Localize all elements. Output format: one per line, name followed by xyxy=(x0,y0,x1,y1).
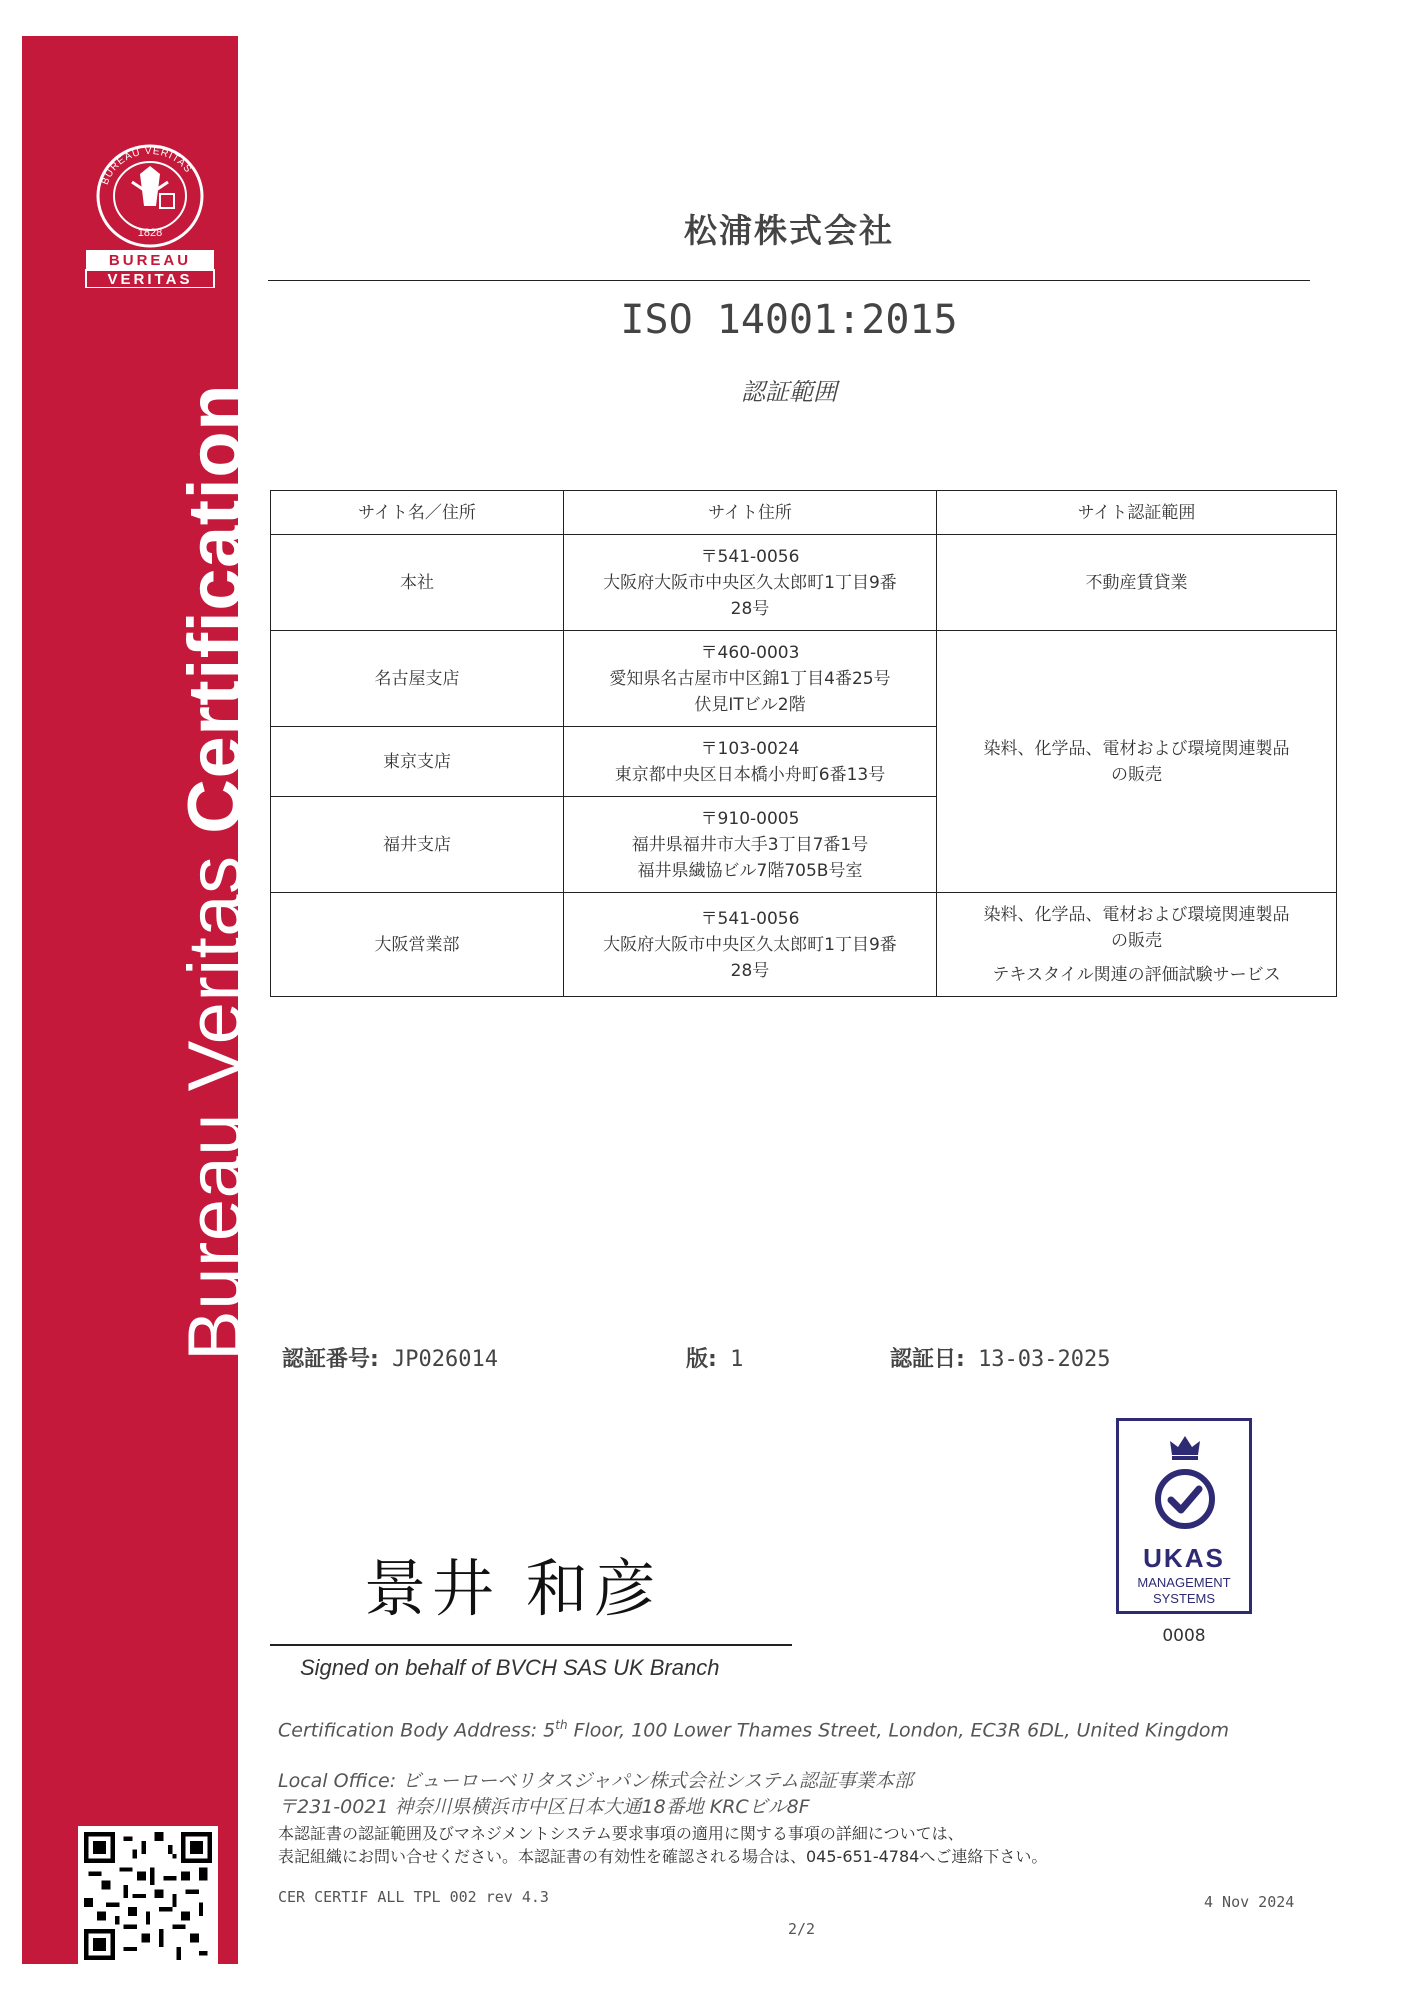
address-line: 東京都中央区日本橋小舟町6番13号 xyxy=(614,764,886,785)
certificate-number-label: 認証番号: xyxy=(282,1347,379,1372)
table-row xyxy=(271,631,1337,727)
address-line: 福井県福井市大手3丁目7番1号 xyxy=(631,834,869,855)
certificate-number xyxy=(282,1342,498,1373)
sidebar-title-bold: Certification xyxy=(173,383,258,834)
postal-code: 〒541-0056 xyxy=(700,546,800,567)
svg-text:1828: 1828 xyxy=(137,227,163,239)
scope-line: の販売 xyxy=(1111,930,1162,951)
postal-code: 〒460-0003 xyxy=(700,642,800,663)
address-line: 28号 xyxy=(730,598,770,619)
site-name: 福井支店 xyxy=(271,797,564,893)
column-header: サイト名／住所 xyxy=(271,491,564,535)
scope-title: 認証範囲 xyxy=(741,378,837,406)
column-header: サイト認証範囲 xyxy=(937,491,1337,535)
address-line: 大阪府大阪市中央区久太郎町1丁目9番 xyxy=(603,934,897,955)
iso-standard: ISO 14001:2015 xyxy=(620,297,958,343)
certification-body-address xyxy=(278,1718,1229,1741)
certificate-version xyxy=(686,1342,743,1373)
site-name: 本社 xyxy=(271,535,564,631)
certificate-date-label: 認証日: xyxy=(890,1347,965,1372)
bureau-veritas-seal-logo xyxy=(84,144,216,288)
postal-code: 〒103-0024 xyxy=(700,738,800,759)
column-header: サイト住所 xyxy=(564,491,937,535)
site-address xyxy=(564,893,937,997)
page-number: 2/2 xyxy=(788,1920,816,1938)
template-reference: CER CERTIF ALL TPL 002 rev 4.3 xyxy=(278,1888,549,1906)
sidebar-title xyxy=(172,384,259,1361)
site-name: 大阪営業部 xyxy=(271,893,564,997)
certification-body-address-sup: th xyxy=(555,1718,568,1732)
certificate-version-label: 版: xyxy=(686,1347,717,1372)
scope-line: テキスタイル関連の評価試験サービス xyxy=(992,964,1281,985)
ukas-number: 0008 xyxy=(1162,1626,1206,1646)
certificate-number-value: JP026014 xyxy=(392,1347,499,1372)
site-name: 名古屋支店 xyxy=(271,631,564,727)
validity-notice xyxy=(278,1822,1047,1868)
site-address xyxy=(564,727,937,797)
site-address xyxy=(564,535,937,631)
certification-body-address-prefix: Certification Body Address: 5 xyxy=(278,1719,556,1742)
handwritten-signature xyxy=(364,1540,704,1630)
company-name: 松浦株式会社 xyxy=(684,211,894,250)
certification-body-address-rest: Floor, 100 Lower Thames Street, London, EC3R 6DL, United Kingdom xyxy=(567,1719,1229,1742)
address-line: 愛知県名古屋市中区錦1丁目4番25号 xyxy=(609,668,891,689)
header-divider xyxy=(268,280,1310,281)
site-name: 東京支店 xyxy=(271,727,564,797)
sites-table xyxy=(270,490,1337,997)
scope-line: 染料、化学品、電材および環境関連製品 xyxy=(983,738,1290,759)
qr-code xyxy=(78,1826,218,1966)
signed-on-behalf: Signed on behalf of BVCH SAS UK Branch xyxy=(300,1655,720,1680)
site-scope xyxy=(937,535,1337,631)
table-row xyxy=(271,893,1337,997)
svg-text:VERITAS: VERITAS xyxy=(107,271,193,288)
crown-icon xyxy=(1169,1433,1201,1461)
ukas-accreditation-mark xyxy=(1116,1418,1252,1614)
site-address xyxy=(564,797,937,893)
validity-notice-line-2: 表記組織にお問い合せください。本認証書の有効性を確認される場合は、045-651-4784へご連絡下さい。 xyxy=(278,1847,1048,1866)
table-header-row xyxy=(271,491,1337,535)
address-line: 福井県繊協ビル7階705B号室 xyxy=(637,860,863,881)
postal-code: 〒541-0056 xyxy=(700,908,800,929)
footer-date: 4 Nov 2024 xyxy=(1204,1893,1295,1911)
ukas-line-1: MANAGEMENT xyxy=(1137,1575,1231,1590)
svg-text:BUREAU VERITAS: BUREAU VERITAS xyxy=(99,145,194,187)
scope-line: 不動産賃貸業 xyxy=(1085,572,1188,593)
validity-notice-line-1: 本認証書の認証範囲及びマネジメントシステム要求事項の適用に関する事項の詳細については、 xyxy=(278,1824,964,1843)
brand-sidebar xyxy=(22,36,258,1964)
svg-text:景井 和彦: 景井 和彦 xyxy=(364,1552,662,1625)
certificate-version-value: 1 xyxy=(730,1347,744,1372)
site-scope-merged xyxy=(937,631,1337,893)
address-line: 28号 xyxy=(730,960,770,981)
address-line: 大阪府大阪市中央区久太郎町1丁目9番 xyxy=(603,572,897,593)
address-line: 伏見ITビル2階 xyxy=(694,694,806,715)
sidebar-title-light: Bureau Veritas xyxy=(173,833,258,1361)
svg-text:BUREAU: BUREAU xyxy=(108,252,192,269)
postal-code: 〒910-0005 xyxy=(700,808,800,829)
certificate-date xyxy=(890,1342,1111,1373)
ukas-wordmark: UKAS xyxy=(1143,1543,1225,1573)
site-scope xyxy=(937,893,1337,997)
scope-line: 染料、化学品、電材および環境関連製品 xyxy=(983,904,1290,925)
check-circle-icon xyxy=(1153,1467,1217,1531)
table-row xyxy=(271,535,1337,631)
certificate-date-value: 13-03-2025 xyxy=(978,1347,1111,1372)
scope-line: の販売 xyxy=(1111,764,1162,785)
local-office-line-2: 〒231-0021 神奈川県横浜市中区日本大通18番地 KRCビル8F xyxy=(278,1796,810,1818)
signature-line xyxy=(270,1644,792,1646)
site-address xyxy=(564,631,937,727)
local-office-line-1: Local Office: ビューローベリタスジャパン株式会社システム認証事業本部 xyxy=(278,1770,913,1792)
ukas-line-2: SYSTEMS xyxy=(1152,1591,1216,1606)
